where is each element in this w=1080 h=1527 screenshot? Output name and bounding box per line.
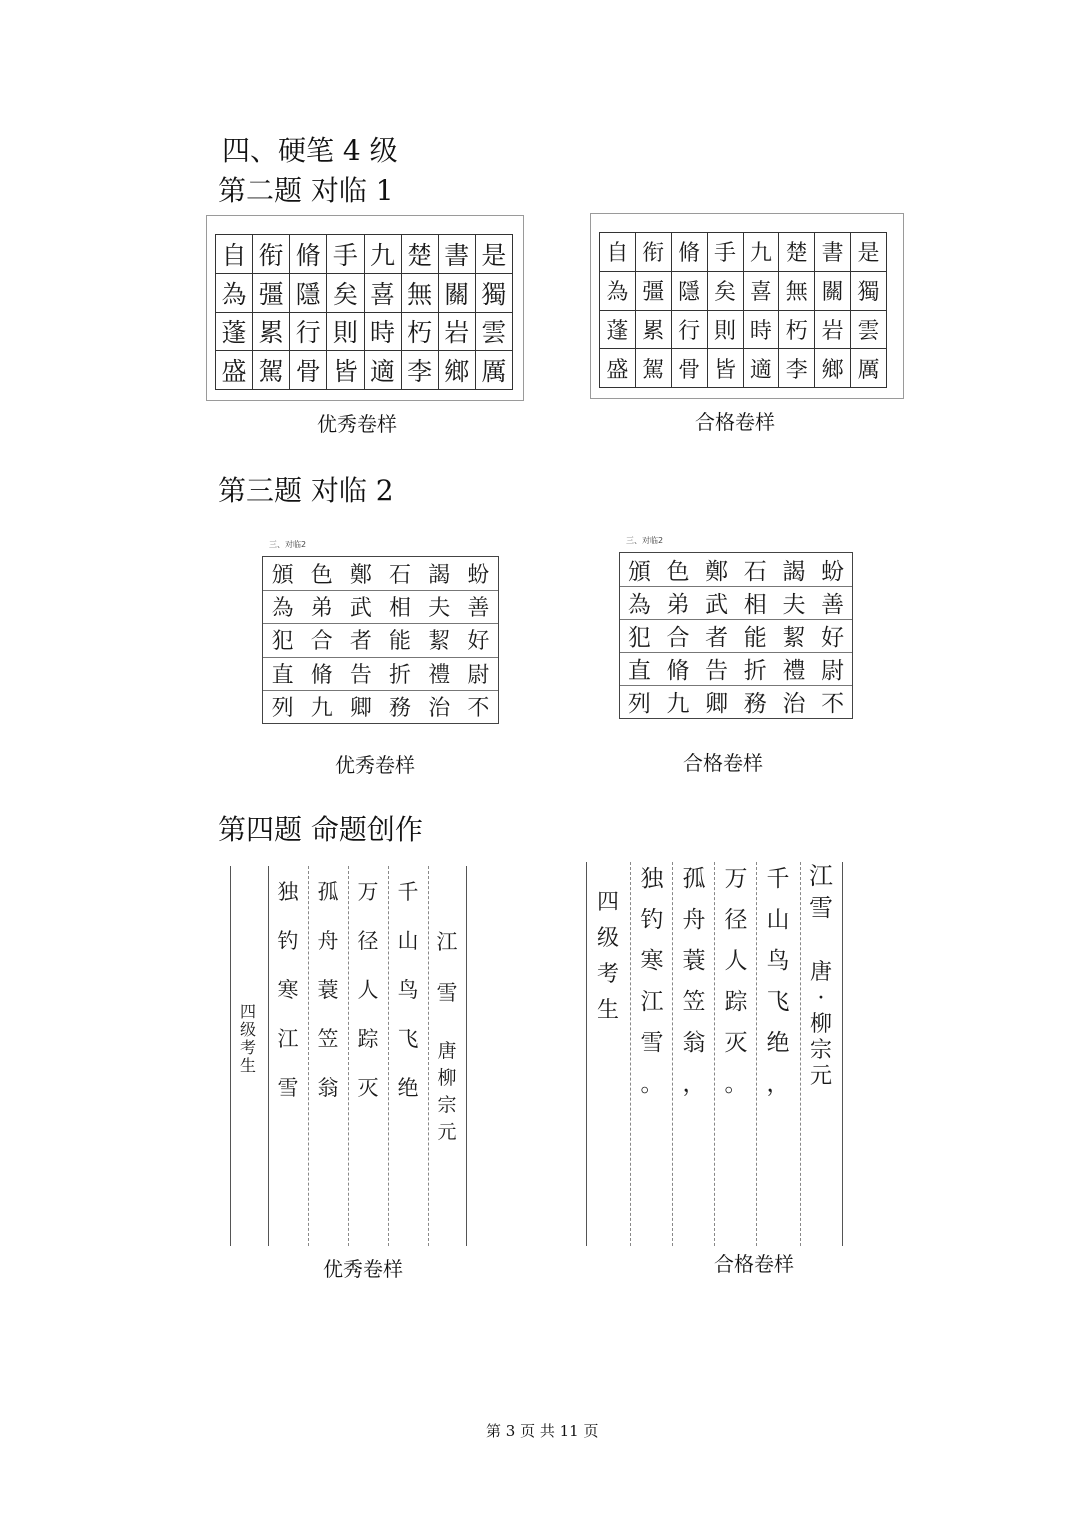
line-char: 能 [389,629,412,655]
poem-col-char: 翁 [317,1076,339,1100]
grid-cell: 累 [253,312,290,351]
author-col-char: 宗 [437,1094,457,1116]
grid-cell: 駕 [253,351,290,390]
grid-cell: 楚 [401,235,438,274]
author-col [800,962,842,1088]
grid-cell: 行 [671,310,707,349]
grid-cell: 關 [815,271,851,310]
grid-cell: 楚 [779,233,815,272]
grid-cell: 雲 [851,310,887,349]
column-rule [756,862,757,1246]
line-char: 不 [467,695,490,721]
poem-col-char: 雪 [640,1030,664,1056]
grid-cell: 九 [364,235,401,274]
line-char: 犯 [627,625,651,651]
q2-caption-excellent: 优秀卷样 [317,412,397,436]
line-char: 武 [349,596,372,622]
q4-excellent-sheet [230,866,468,1246]
grid-cell: 則 [707,310,743,349]
line-char: 折 [743,658,767,684]
line-row [620,619,852,653]
line-char: 折 [389,662,412,688]
grid-cell: 衔 [635,233,671,272]
column-rule [714,862,715,1246]
line-char: 直 [627,658,651,684]
poem-col-char: 绝 [766,1030,790,1056]
author-col-char: 唐 [437,1040,457,1062]
poem-col-char: ， [682,1071,706,1097]
author-col-char: 柳 [809,1012,832,1037]
poem-col-char: 。 [640,1071,664,1097]
grid-cell: 隱 [671,271,707,310]
line-char: 治 [428,695,451,721]
signature-col-char: 四 [239,1002,256,1021]
line-char: 弟 [310,596,333,622]
poem-col-char: ， [766,1071,790,1097]
grid-cell: 書 [438,235,475,274]
grid-cell: 關 [438,273,475,312]
line-char: 夫 [782,592,806,618]
line-char: 合 [310,629,333,655]
grid-row [216,312,513,351]
author-col-char: 柳 [437,1067,457,1089]
line-char: 好 [821,625,845,651]
poem-col-char: 。 [724,1071,748,1097]
poem-col-char: 千 [766,866,790,892]
grid-cell: 鄉 [815,349,851,388]
line-char: 尉 [821,658,845,684]
grid-cell: 骨 [290,351,327,390]
poem-col-char: 钓 [277,929,299,953]
grid-cell: 自 [216,235,253,274]
poem-col-char: 翁 [682,1030,706,1056]
grid-cell: 蓬 [216,312,253,351]
signature-col-char: 考 [596,962,619,987]
line-char: 合 [666,625,690,651]
grid-cell: 為 [216,273,253,312]
grid-cell: 是 [851,233,887,272]
q3-caption-excellent: 优秀卷样 [335,753,415,777]
line-row [263,657,498,691]
line-char: 絜 [782,625,806,651]
line-char: 九 [310,695,333,721]
grid-cell: 衔 [253,235,290,274]
line-char: 禮 [782,658,806,684]
grid-cell: 九 [743,233,779,272]
grid-cell: 喜 [364,273,401,312]
signature-col [230,1004,266,1074]
line-char: 脩 [666,658,690,684]
line-char: 絜 [428,629,451,655]
grid-cell: 行 [290,312,327,351]
poem-col-char: 踪 [357,1027,379,1051]
line-char: 鄭 [705,559,729,585]
grid-row [216,235,513,274]
grid-cell: 岩 [815,310,851,349]
poem-col-char: 江 [277,1027,299,1051]
line-char: 犯 [271,629,294,655]
line-char: 鄭 [349,563,372,589]
line-char: 為 [627,592,651,618]
line-row [620,652,852,686]
poem-col [348,882,388,1099]
grid-cell: 獨 [475,273,512,312]
grid-cell: 骨 [671,349,707,388]
poem-col-char: 舟 [682,907,706,933]
poem-col-char: 山 [766,907,790,933]
line-row [620,586,852,620]
poem-col-char: 舟 [317,929,339,953]
grid-cell: 自 [600,233,636,272]
grid-cell: 喜 [743,271,779,310]
title-col [800,864,842,920]
line-char: 能 [743,625,767,651]
q2-pass-grid [599,232,887,388]
line-char: 者 [705,625,729,651]
line-char: 相 [389,596,412,622]
author-col-char: 元 [809,1064,832,1089]
grid-cell: 是 [475,235,512,274]
q3-pass-sheet [619,536,853,719]
line-char: 脩 [310,662,333,688]
q3-excellent-sheet [262,540,499,724]
line-row [263,557,498,591]
line-char: 卿 [349,695,372,721]
grid-cell: 適 [364,351,401,390]
line-row [263,690,498,723]
line-char: 治 [782,691,806,717]
poem-col-char: 寒 [277,978,299,1002]
grid-cell: 手 [707,233,743,272]
grid-cell: 李 [401,351,438,390]
line-char: 蚡 [467,563,490,589]
poem-col-char: 鸟 [766,948,790,974]
grid-cell: 獨 [851,271,887,310]
grid-cell: 盛 [216,351,253,390]
grid-cell: 時 [743,310,779,349]
line-char: 禮 [428,662,451,688]
poem-col-char: 钓 [640,907,664,933]
poem-col [308,882,348,1099]
q3-sheet-label: 三、对临2 [626,536,664,545]
line-char: 務 [389,695,412,721]
q2-excellent-grid [215,234,513,390]
q4-title: 第四题 命题创作 [218,813,423,846]
q3-title: 第三题 对临 2 [218,474,394,507]
line-char: 告 [705,658,729,684]
line-char: 九 [666,691,690,717]
grid-cell: 朽 [401,312,438,351]
poem-col-char: 飞 [766,989,790,1015]
section-heading: 四、硬笔 4 级 [222,134,398,167]
poem-col [716,868,756,1096]
line-char: 相 [743,592,767,618]
page-footer: 第 3 页 共 11 页 [486,1422,599,1440]
q4-caption-excellent: 优秀卷样 [323,1257,403,1281]
q2-excellent-sheet [206,215,524,401]
grid-cell: 矣 [327,273,364,312]
line-char: 者 [349,629,372,655]
line-char: 尉 [467,662,490,688]
grid-cell: 雲 [475,312,512,351]
poem-col [632,868,672,1096]
poem-col-char: 踪 [724,989,748,1015]
column-rule [466,866,467,1246]
title-col [428,932,466,1004]
signature-col-char: 级 [596,926,619,951]
line-row [620,685,852,718]
poem-col-char: 笠 [682,989,706,1015]
line-char: 蚡 [821,559,845,585]
author-col-char: 元 [437,1121,457,1143]
grid-row [600,349,887,388]
poem-col-char: 独 [277,880,299,904]
poem-col-char: 人 [724,948,748,974]
grid-cell: 朽 [779,310,815,349]
grid-cell: 李 [779,349,815,388]
poem-col-char: 灭 [724,1030,748,1056]
grid-cell: 則 [327,312,364,351]
poem-col-char: 笠 [317,1027,339,1051]
q4-caption-pass: 合格卷样 [714,1252,794,1276]
grid-cell: 蓬 [600,310,636,349]
title-col-char: 雪 [436,981,458,1005]
grid-cell: 盛 [600,349,636,388]
line-char: 告 [349,662,372,688]
grid-cell: 駕 [635,349,671,388]
signature-col [588,892,628,1022]
grid-cell: 厲 [851,349,887,388]
grid-cell: 厲 [475,351,512,390]
poem-col [268,882,308,1099]
column-rule [630,862,631,1246]
grid-cell: 脩 [290,235,327,274]
poem-col-char: 人 [357,978,379,1002]
poem-col-char: 绝 [397,1076,419,1100]
grid-cell: 手 [327,235,364,274]
poem-col-char: 径 [357,929,379,953]
grid-cell: 鄉 [438,351,475,390]
line-char: 直 [271,662,294,688]
grid-cell: 無 [401,273,438,312]
signature-col-char: 考 [239,1038,256,1057]
line-char: 不 [821,691,845,717]
line-char: 色 [310,563,333,589]
title-col-char: 雪 [809,894,833,922]
line-row [263,623,498,657]
grid-row [600,271,887,310]
author-col-char: 宗 [809,1038,832,1063]
grid-row [216,351,513,390]
poem-col-char: 蓑 [317,978,339,1002]
q3-sheet-label: 三、对临2 [269,540,307,549]
poem-col-char: 蓑 [682,948,706,974]
column-rule [842,862,843,1246]
author-col-char: 唐 [809,960,832,985]
q2-pass-sheet [590,213,904,399]
poem-col-char: 山 [397,929,419,953]
poem-col-char: 江 [640,989,664,1015]
grid-cell: 皆 [707,349,743,388]
grid-cell: 皆 [327,351,364,390]
q4-pass-sheet [586,862,846,1246]
grid-cell: 脩 [671,233,707,272]
grid-cell: 矣 [707,271,743,310]
line-char: 列 [627,691,651,717]
poem-col-char: 径 [724,907,748,933]
grid-cell: 書 [815,233,851,272]
grid-row [600,233,887,272]
poem-col-char: 独 [640,866,664,892]
line-char: 夫 [428,596,451,622]
line-char: 謁 [428,563,451,589]
poem-col-char: 孤 [682,866,706,892]
grid-cell: 彊 [635,271,671,310]
line-char: 善 [821,592,845,618]
grid-row [216,273,513,312]
column-rule [672,862,673,1246]
signature-col-char: 四 [596,890,619,915]
title-col-char: 江 [436,930,458,954]
line-char: 石 [743,559,767,585]
poem-col [758,868,798,1096]
poem-col-char: 寒 [640,948,664,974]
line-char: 頒 [271,563,294,589]
grid-row [600,310,887,349]
signature-col-char: 生 [596,998,619,1023]
line-row [620,553,852,587]
poem-col-char: 万 [357,880,379,904]
line-char: 善 [467,596,490,622]
grid-cell: 無 [779,271,815,310]
column-rule [586,862,587,1246]
line-char: 務 [743,691,767,717]
poem-col-char: 飞 [397,1027,419,1051]
line-char: 頒 [627,559,651,585]
line-char: 卿 [705,691,729,717]
poem-col-char: 千 [397,880,419,904]
grid-cell: 累 [635,310,671,349]
poem-col-char: 万 [724,866,748,892]
q2-title: 第二题 对临 1 [218,174,394,207]
line-char: 好 [467,629,490,655]
author-col-char: · [817,986,825,1011]
title-col-char: 江 [809,862,833,890]
line-char: 弟 [666,592,690,618]
poem-col-char: 雪 [277,1076,299,1100]
signature-col-char: 生 [239,1056,256,1075]
line-char: 列 [271,695,294,721]
q3-caption-pass: 合格卷样 [683,751,763,775]
line-char: 武 [705,592,729,618]
grid-cell: 岩 [438,312,475,351]
line-row [263,590,498,624]
grid-cell: 時 [364,312,401,351]
poem-col-char: 鸟 [397,978,419,1002]
grid-cell: 為 [600,271,636,310]
poem-col-char: 灭 [357,1076,379,1100]
grid-cell: 彊 [253,273,290,312]
line-char: 為 [271,596,294,622]
line-char: 謁 [782,559,806,585]
line-char: 色 [666,559,690,585]
grid-cell: 隱 [290,273,327,312]
grid-cell: 適 [743,349,779,388]
q2-caption-pass: 合格卷样 [695,410,775,434]
author-col [428,1042,466,1142]
poem-col [674,868,714,1096]
signature-col-char: 级 [239,1020,256,1039]
line-char: 石 [389,563,412,589]
poem-col-char: 孤 [317,880,339,904]
poem-col [388,882,428,1099]
